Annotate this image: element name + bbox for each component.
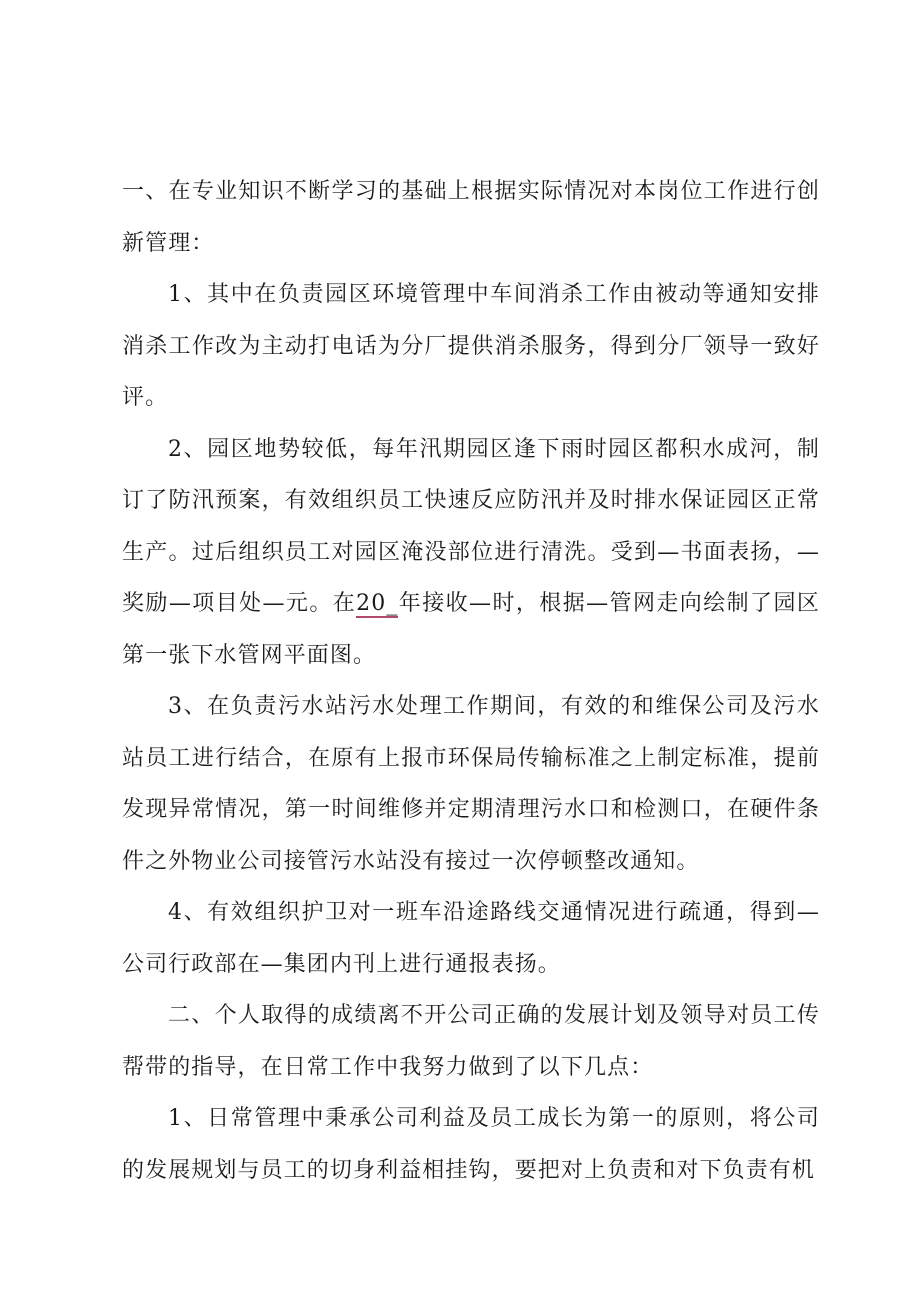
paragraph-item-1-2-text-after: 年接收—时，根据—管网走向绘制了园区第一张下水管网平面图。 bbox=[122, 591, 820, 668]
paragraph-item-1-1: 1、其中在负责园区环境管理中车间消杀工作由被动等通知安排消杀工作改为主动打电话为分厂提供消杀服务，得到分厂领导一致好评。 bbox=[122, 282, 820, 410]
section-1-heading: 一、在专业知识不断学习的基础上根据实际情况对本岗位工作进行创新管理： bbox=[122, 179, 820, 256]
section-2-heading: 二、个人取得的成绩离不开公司正确的发展计划及领导对员工传帮带的指导，在日常工作中我努力做到了以下几点： bbox=[122, 1003, 820, 1080]
paragraph-item-1-2-text-before: 2、园区地势较低，每年汛期园区逢下雨时园区都积水成河，制订了防汛预案，有效组织员工快速反应防汛并及时排水保证园区正常生产。过后组织员工对园区淹没部位进行清洗。受到—书面表扬，—奖励—项目处—元。在 bbox=[122, 436, 820, 616]
paragraph-item-1-4: 4、有效组织护卫对一班车沿途路线交通情况进行疏通，得到—公司行政部在—集团内刊上进行通报表扬。 bbox=[122, 900, 820, 977]
year-placeholder: 20_ bbox=[356, 591, 399, 616]
document-body bbox=[122, 166, 820, 1196]
paragraph-item-2-1: 1、日常管理中秉承公司利益及员工成长为第一的原则，将公司的发展规划与员工的切身利益相挂钩，要把对上负责和对下负责有机 bbox=[122, 1106, 820, 1183]
paragraph-item-1-3: 3、在负责污水站污水处理工作期间，有效的和维保公司及污水站员工进行结合，在原有上报市环保局传输标准之上制定标准，提前发现异常情况，第一时间维修并定期清理污水口和检测口，在硬件条件之外物业公司接管污水站没有接过一次停顿整改通知。 bbox=[122, 694, 820, 874]
paragraph-item-1-2 bbox=[122, 424, 820, 682]
